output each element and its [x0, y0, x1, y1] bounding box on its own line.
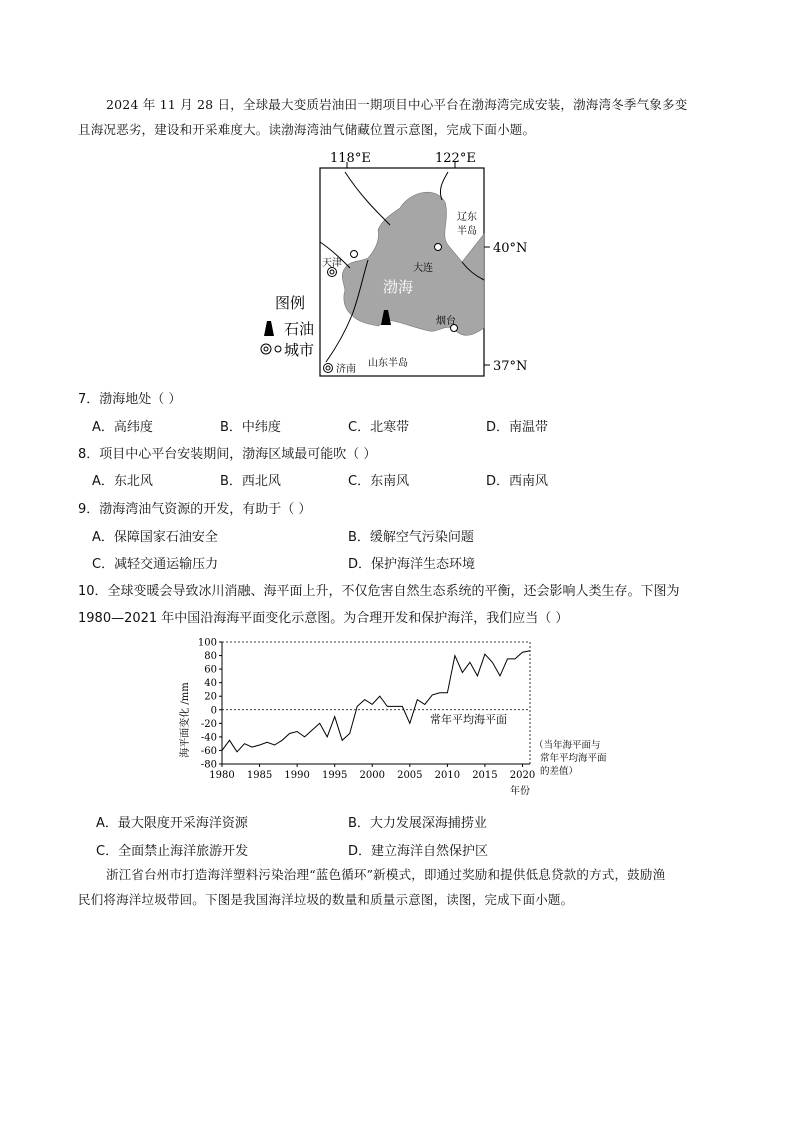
chart-ylabel: 海平面变化 /mm	[180, 682, 191, 758]
question-10-options-row2	[92, 840, 652, 860]
sea-level-chart	[178, 632, 618, 802]
x-tick-label: 2005	[397, 770, 423, 781]
intro-line: 且海况恶劣，建设和开采难度大。读渤海湾油气储藏位置示意图，完成下面小题。	[78, 122, 536, 137]
option-b[interactable]: B．西北风	[220, 474, 281, 489]
chart-note-line3: 的差值）	[540, 766, 579, 777]
y-tick-label: -60	[200, 745, 217, 757]
x-tick-label: 2000	[359, 770, 385, 781]
y-tick-label: -20	[200, 718, 217, 730]
tianjin-label: 天津	[322, 258, 342, 269]
dalian-label: 大连	[413, 263, 433, 274]
bohai-map-svg	[250, 150, 550, 385]
option-d[interactable]: D．建立海洋自然保护区	[348, 844, 489, 859]
y-tick-label: -40	[200, 732, 217, 744]
legend-oil-icon	[264, 321, 274, 336]
liaodong-peninsula-label: 辽东	[457, 212, 477, 223]
latitude-37-label: 37°N	[493, 359, 528, 374]
x-tick-label: 1995	[321, 770, 348, 781]
question-9-stem: 9．渤海湾油气资源的开发，有助于（ ）	[78, 502, 312, 517]
jinan-label: 济南	[336, 364, 356, 375]
option-c[interactable]: C．北寒带	[348, 420, 410, 435]
option-b[interactable]: B．大力发展深海捕捞业	[348, 816, 487, 831]
y-tick-label: 80	[204, 651, 217, 663]
option-b[interactable]: B．缓解空气污染问题	[348, 530, 474, 545]
longitude-118-label: 118°E	[330, 151, 371, 166]
intro-paragraph-oilfield	[78, 92, 718, 142]
option-b[interactable]: B．中纬度	[220, 420, 281, 435]
x-tick-label: 1985	[246, 770, 273, 781]
chart-note-line2: 常年平均海平面	[540, 753, 607, 764]
shandong-peninsula-label: 山东半岛	[368, 358, 408, 369]
option-a[interactable]: A．高纬度	[92, 420, 153, 435]
question-9-options-row2	[92, 553, 652, 573]
bohai-map	[250, 150, 550, 385]
question-9-options-row1	[92, 526, 652, 546]
dalian-city-dot	[435, 244, 442, 251]
x-tick-label: 2010	[434, 770, 461, 781]
legend-title: 图例	[275, 294, 306, 312]
sea-level-series-line	[222, 651, 530, 752]
plot-frame	[222, 642, 530, 764]
jinan-city-icon-inner	[326, 366, 330, 370]
intro-line: 民们将海洋垃圾带回。下图是我国海洋垃圾的数量和质量示意图，读图，完成下面小题。	[78, 892, 574, 907]
option-a[interactable]: A．东北风	[92, 474, 153, 489]
intro-line: 浙江省台州市打造海洋塑料污染治理“蓝色循环”新模式，即通过奖励和提供低息贷款的方式，鼓励渔	[106, 867, 666, 882]
question-10-stem-line2: 1980—2021 年中国沿海海平面变化示意图。为合理开发和保护海洋，我们应当（ ）	[78, 611, 569, 626]
legend-oil-label: 石油	[284, 320, 315, 338]
x-tick-label: 1980	[209, 770, 235, 781]
legend-city-label: 城市	[284, 341, 315, 359]
option-a[interactable]: A．最大限度开采海洋资源	[96, 816, 248, 831]
bohai-sea-label: 渤海	[383, 278, 414, 296]
y-tick-label: 40	[204, 678, 217, 690]
question-8-options	[92, 470, 652, 490]
y-tick-label: 60	[204, 664, 217, 676]
latitude-40-label: 40°N	[493, 241, 528, 256]
question-10-stem-line1: 10．全球变暖会导致冰川消融、海平面上升，不仅危害自然生态系统的平衡，还会影响人类生存。下图为	[78, 584, 680, 599]
option-d[interactable]: D．西南风	[486, 474, 549, 489]
x-tick-label: 2015	[472, 770, 498, 781]
option-c[interactable]: C．东南风	[348, 474, 410, 489]
chart-note-line1: （当年海平面与	[534, 740, 601, 751]
y-tick-label: 100	[197, 637, 217, 649]
legend-city-icon-inner	[264, 347, 268, 351]
intro-line: 2024 年 11 月 28 日，全球最大变质岩油田一期项目中心平台在渤海湾完成安装，渤海湾冬季气象多变	[106, 97, 688, 112]
question-7-stem: 7．渤海地处（ ）	[78, 392, 182, 407]
x-tick-label: 2020	[509, 770, 536, 781]
x-tick-label: 1990	[284, 770, 310, 781]
y-tick-label: -80	[200, 759, 217, 771]
question-8-stem: 8．项目中心平台安装期间，渤海区域最可能吹（ ）	[78, 447, 377, 462]
option-d[interactable]: D．保护海洋生态环境	[348, 557, 476, 572]
y-tick-group	[198, 638, 222, 771]
question-10-options-row1	[92, 812, 652, 832]
liaodong-peninsula-label: 半岛	[457, 226, 477, 237]
sea-level-chart-svg	[178, 632, 618, 802]
y-tick-label: 0	[210, 705, 217, 717]
longitude-122-label: 122°E	[435, 151, 476, 166]
yantai-label: 烟台	[436, 316, 456, 327]
question-7-options	[92, 416, 652, 436]
option-c[interactable]: C．全面禁止海洋旅游开发	[96, 844, 249, 859]
chart-xlabel: 年份	[510, 786, 530, 797]
option-c[interactable]: C．减轻交通运输压力	[92, 557, 219, 572]
y-tick-label: 20	[204, 691, 217, 703]
intro-paragraph-marine-litter	[78, 862, 718, 912]
legend-city-dot-icon	[275, 346, 281, 352]
option-d[interactable]: D．南温带	[486, 420, 549, 435]
x-tick-group	[209, 764, 535, 781]
city-dot	[351, 251, 358, 258]
baseline-label: 常年平均海平面	[430, 713, 507, 726]
tianjin-city-icon-inner	[330, 270, 334, 274]
option-a[interactable]: A．保障国家石油安全	[92, 530, 218, 545]
